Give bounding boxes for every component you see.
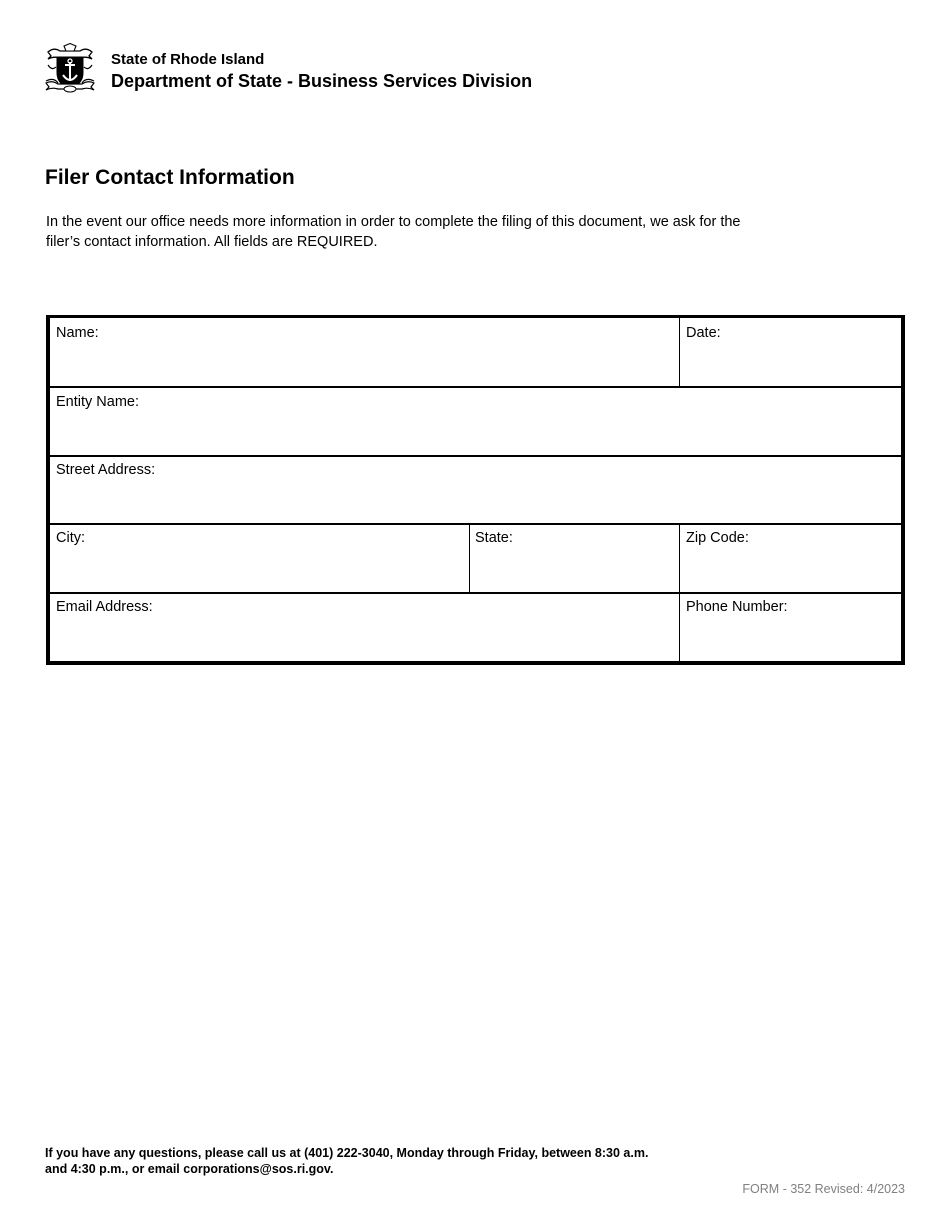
department-name: Department of State - Business Services Division (111, 71, 533, 91)
rhode-island-seal-icon (44, 43, 96, 93)
zip-code-label: Zip Code: (686, 530, 749, 546)
footer-line-1: If you have any questions, please call us at (401) 222-3040, Monday through Friday, between 8:30 a.m. (45, 1146, 649, 1160)
filer-contact-form (46, 315, 905, 665)
entity-name-field[interactable] (50, 388, 901, 455)
name-field[interactable] (50, 318, 679, 386)
column-divider (679, 524, 680, 661)
form-number: FORM - 352 Revised: 4/2023 (742, 1182, 905, 1196)
contact-footer (45, 1146, 648, 1177)
column-divider (469, 524, 470, 593)
date-label: Date: (686, 325, 721, 341)
state-label: State: (475, 530, 513, 546)
intro-paragraph (46, 213, 836, 252)
street-address-label: Street Address: (56, 462, 156, 478)
date-field[interactable] (681, 318, 901, 386)
zip-code-field[interactable] (681, 525, 901, 592)
column-divider (679, 318, 680, 387)
state-name: State of Rhode Island (111, 51, 265, 68)
street-address-field[interactable] (50, 457, 901, 523)
email-address-field[interactable] (50, 594, 679, 661)
intro-line-2: filer’s contact information. All fields are REQUIRED. (46, 233, 378, 250)
intro-line-1: In the event our office needs more information in order to complete the filing of this document, we ask for the (46, 214, 741, 230)
email-address-label: Email Address: (56, 599, 153, 615)
city-label: City: (56, 530, 85, 546)
phone-number-label: Phone Number: (686, 599, 788, 615)
state-field[interactable] (471, 525, 679, 592)
city-field[interactable] (50, 525, 469, 592)
phone-number-field[interactable] (681, 594, 901, 661)
name-label: Name: (56, 325, 99, 341)
footer-line-2: and 4:30 p.m., or email corporations@sos.ri.gov. (45, 1161, 334, 1176)
page-title: Filer Contact Information (45, 166, 295, 189)
entity-name-label: Entity Name: (56, 394, 139, 410)
